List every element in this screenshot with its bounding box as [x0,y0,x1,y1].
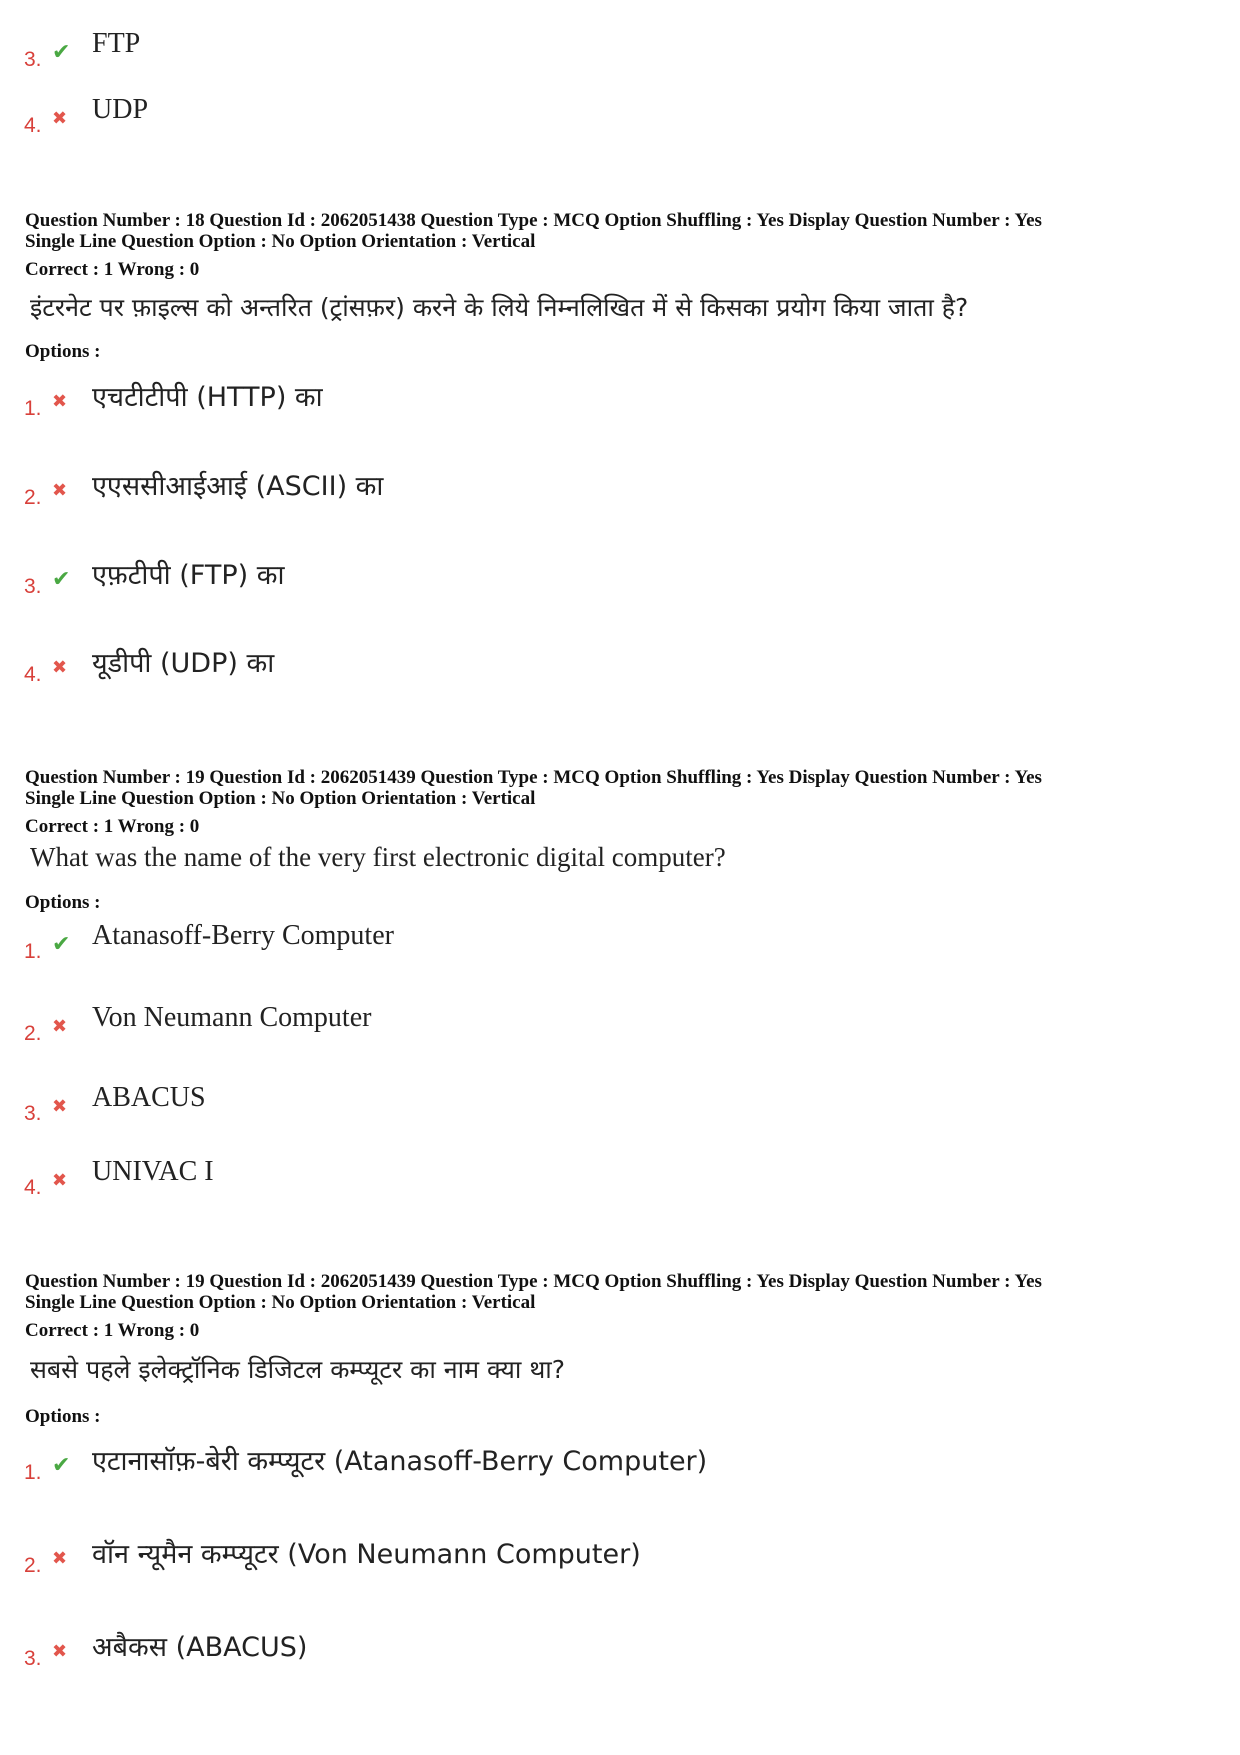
check-icon: ✔ [52,1453,71,1478]
option-number: 3. [24,1647,42,1670]
question-text: इंटरनेट पर फ़ाइल्स को अन्तरित (ट्रांसफ़र) करने के लिये निम्नलिखित में से किसका प्रयोग किया जाता है? [30,293,969,322]
option-number: 4. [24,114,42,137]
question-meta: Question Number : 19 Question Id : 2062051439 Question Type : MCQ Option Shuffling : Yes Display Question Number : Yes [25,1271,1042,1292]
question-meta: Single Line Question Option : No Option Orientation : Vertical [25,231,536,252]
option-number: 2. [24,1022,42,1045]
options-label: Options : [25,341,101,362]
option-text: UNIVAC I [92,1156,214,1187]
cross-icon: ✖ [52,657,68,678]
option-text: Atanasoff-Berry Computer [92,920,394,951]
cross-icon: ✖ [52,1096,68,1117]
cross-icon: ✖ [52,1170,68,1191]
option-number: 1. [24,397,42,420]
question-text: सबसे पहले इलेक्ट्रॉनिक डिजिटल कम्प्यूटर का नाम क्या था? [30,1355,566,1384]
option-number: 4. [24,1176,42,1199]
option-text: ABACUS [92,1082,206,1113]
question-text: What was the name of the very first electronic digital computer? [30,842,726,872]
question-meta: Single Line Question Option : No Option Orientation : Vertical [25,1292,536,1313]
cross-icon: ✖ [52,1548,68,1569]
question-meta: Single Line Question Option : No Option Orientation : Vertical [25,788,536,809]
option-number: 2. [24,1554,42,1577]
question-meta: Question Number : 18 Question Id : 2062051438 Question Type : MCQ Option Shuffling : Yes Display Question Number : Yes [25,210,1042,231]
option-text: Von Neumann Computer [92,1002,372,1033]
option-text: वॉन न्यूमैन कम्प्यूटर (Von Neumann Computer) [92,1539,641,1570]
cross-icon: ✖ [52,391,68,412]
cross-icon: ✖ [52,1641,68,1662]
option-text: अबैकस (ABACUS) [92,1632,308,1663]
cross-icon: ✖ [52,1016,68,1037]
option-text: FTP [92,28,141,59]
option-number: 3. [24,575,42,598]
question-score: Correct : 1 Wrong : 0 [25,259,200,280]
option-number: 3. [24,1102,42,1125]
option-number: 1. [24,1461,42,1484]
option-text: यूडीपी (UDP) का [92,648,275,679]
cross-icon: ✖ [52,480,68,501]
option-text: UDP [92,94,149,125]
option-number: 2. [24,486,42,509]
question-score: Correct : 1 Wrong : 0 [25,816,200,837]
check-icon: ✔ [52,40,71,65]
option-number: 1. [24,940,42,963]
question-score: Correct : 1 Wrong : 0 [25,1320,200,1341]
check-icon: ✔ [52,932,71,957]
check-icon: ✔ [52,567,71,592]
cross-icon: ✖ [52,108,68,129]
option-number: 4. [24,663,42,686]
option-text: एचटीटीपी (HTTP) का [92,382,323,413]
question-meta: Question Number : 19 Question Id : 2062051439 Question Type : MCQ Option Shuffling : Yes Display Question Number : Yes [25,767,1042,788]
option-number: 3. [24,48,42,71]
option-text: एटानासॉफ़-बेरी कम्प्यूटर (Atanasoff-Berry Computer) [92,1446,708,1477]
options-label: Options : [25,892,101,913]
option-text: एफ़टीपी (FTP) का [92,560,285,591]
options-label: Options : [25,1406,101,1427]
option-text: एएससीआईआई (ASCII) का [92,471,384,502]
